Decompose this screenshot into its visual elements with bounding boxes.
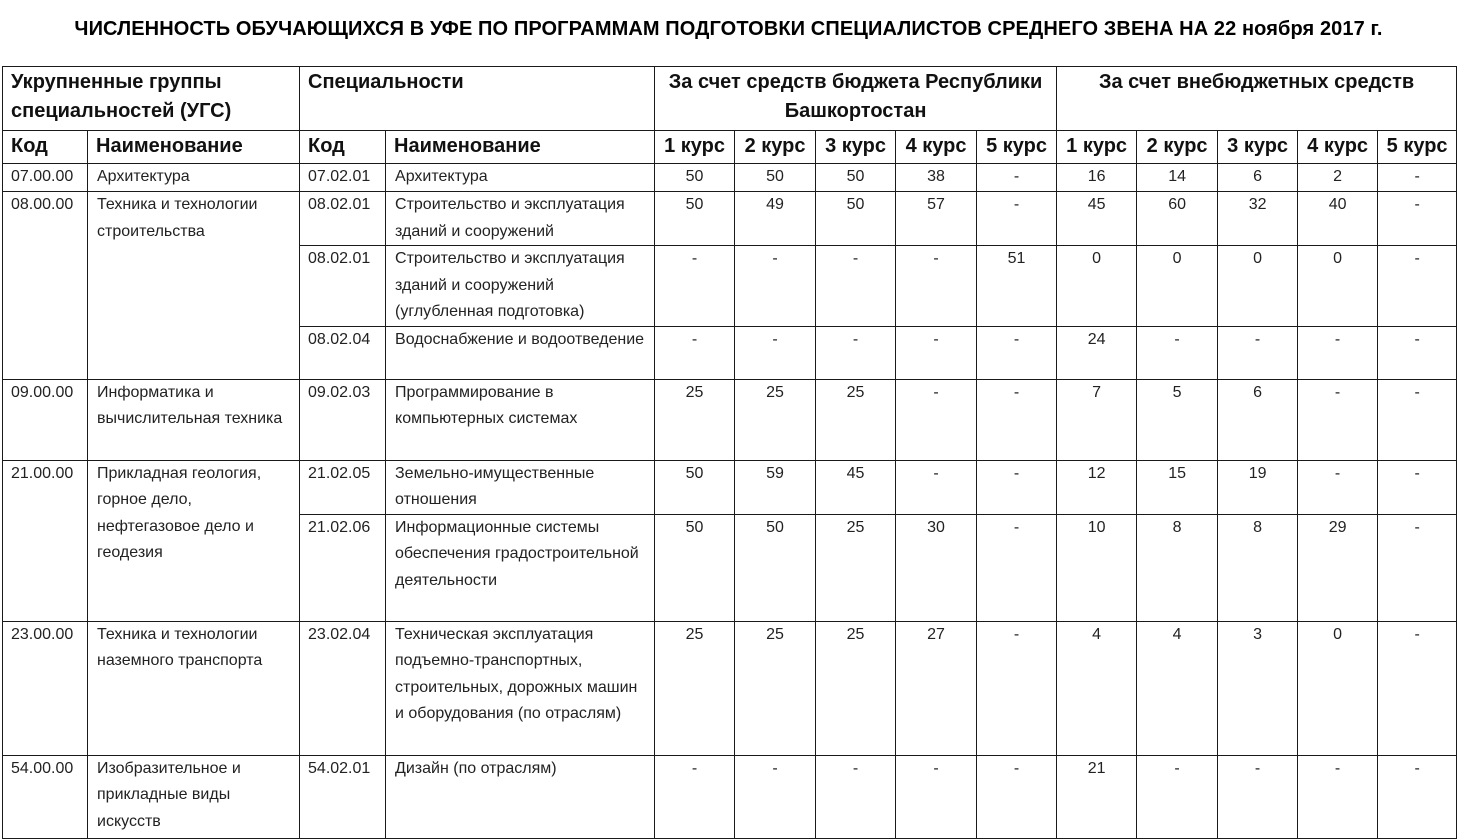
specialty-code-cell: 23.02.04	[300, 621, 386, 755]
budget-count-cell: 25	[655, 621, 735, 755]
budget-count-cell: 50	[735, 514, 816, 621]
extra-count-cell: 60	[1137, 192, 1218, 246]
specialty-code-cell: 07.02.01	[300, 164, 386, 192]
ugs-code-cell: 08.00.00	[3, 192, 88, 380]
extra-count-cell: -	[1378, 621, 1457, 755]
extra-count-cell: 4	[1137, 621, 1218, 755]
header-ugs-code: Код	[3, 131, 88, 164]
budget-count-cell: 49	[735, 192, 816, 246]
specialty-code-cell: 54.02.01	[300, 755, 386, 838]
header-budget-course: 3 курс	[816, 131, 896, 164]
budget-count-cell: 50	[655, 164, 735, 192]
budget-count-cell: -	[735, 755, 816, 838]
enrollment-table	[2, 66, 1457, 839]
budget-count-cell: -	[655, 755, 735, 838]
budget-count-cell: -	[896, 460, 977, 514]
specialty-name-cell: Водоснабжение и водоотведение	[386, 326, 655, 379]
header-spec-name: Наименование	[386, 131, 655, 164]
extra-count-cell: 3	[1218, 621, 1298, 755]
extra-count-cell: -	[1378, 460, 1457, 514]
header-budget-course: 5 курс	[977, 131, 1057, 164]
budget-count-cell: -	[816, 246, 896, 327]
budget-count-cell: -	[896, 246, 977, 327]
budget-count-cell: 25	[816, 379, 896, 460]
budget-count-cell: -	[977, 755, 1057, 838]
budget-count-cell: -	[896, 326, 977, 379]
budget-count-cell: -	[735, 246, 816, 327]
budget-count-cell: 38	[896, 164, 977, 192]
budget-count-cell: 57	[896, 192, 977, 246]
header-spec-code: Код	[300, 131, 386, 164]
header-extra-course: 3 курс	[1218, 131, 1298, 164]
table-row	[3, 164, 1457, 192]
header-specialties: Специальности	[300, 67, 655, 131]
budget-count-cell: -	[977, 164, 1057, 192]
budget-count-cell: -	[816, 326, 896, 379]
extra-count-cell: -	[1137, 326, 1218, 379]
specialty-code-cell: 08.02.04	[300, 326, 386, 379]
extra-count-cell: -	[1378, 246, 1457, 327]
budget-count-cell: -	[816, 755, 896, 838]
specialty-name-cell: Программирование в компьютерных системах	[386, 379, 655, 460]
budget-count-cell: 25	[735, 621, 816, 755]
budget-count-cell: -	[977, 460, 1057, 514]
budget-count-cell: -	[655, 246, 735, 327]
extra-count-cell: -	[1298, 379, 1378, 460]
ugs-code-cell: 09.00.00	[3, 379, 88, 460]
extra-count-cell: 8	[1218, 514, 1298, 621]
ugs-name-cell: Информатика и вычислительная техника	[88, 379, 300, 460]
ugs-name-cell: Архитектура	[88, 164, 300, 192]
extra-count-cell: 6	[1218, 164, 1298, 192]
specialty-name-cell: Информационные системы обеспечения градостроительной деятельности	[386, 514, 655, 621]
ugs-name-cell: Прикладная геология, горное дело, нефтегазовое дело и геодезия	[88, 460, 300, 621]
extra-count-cell: 0	[1137, 246, 1218, 327]
budget-count-cell: 50	[655, 460, 735, 514]
specialty-code-cell: 21.02.06	[300, 514, 386, 621]
page-title: ЧИСЛЕННОСТЬ ОБУЧАЮЩИХСЯ В УФЕ ПО ПРОГРАММАМ ПОДГОТОВКИ СПЕЦИАЛИСТОВ СРЕДНЕГО ЗВЕНА НА 22 ноября 2017 г.	[74, 18, 1383, 40]
budget-count-cell: 51	[977, 246, 1057, 327]
budget-count-cell: -	[977, 621, 1057, 755]
budget-count-cell: 25	[816, 621, 896, 755]
table-row	[3, 379, 1457, 460]
ugs-code-cell: 21.00.00	[3, 460, 88, 621]
extra-count-cell: 0	[1218, 246, 1298, 327]
budget-count-cell: 59	[735, 460, 816, 514]
specialty-name-cell: Дизайн (по отраслям)	[386, 755, 655, 838]
budget-count-cell: -	[977, 326, 1057, 379]
extra-count-cell: 0	[1057, 246, 1137, 327]
specialty-name-cell: Архитектура	[386, 164, 655, 192]
table-row	[3, 460, 1457, 514]
extra-count-cell: 7	[1057, 379, 1137, 460]
header-budget-course: 1 курс	[655, 131, 735, 164]
header-extra-budget: За счет внебюджетных средств	[1057, 67, 1457, 131]
extra-count-cell: 0	[1298, 621, 1378, 755]
budget-count-cell: 27	[896, 621, 977, 755]
budget-count-cell: 50	[655, 192, 735, 246]
extra-count-cell: -	[1218, 755, 1298, 838]
budget-count-cell: -	[735, 326, 816, 379]
budget-count-cell: 30	[896, 514, 977, 621]
extra-count-cell: -	[1378, 164, 1457, 192]
specialty-code-cell: 08.02.01	[300, 246, 386, 327]
ugs-code-cell: 23.00.00	[3, 621, 88, 755]
table-row	[3, 192, 1457, 246]
extra-count-cell: 6	[1218, 379, 1298, 460]
extra-count-cell: -	[1378, 755, 1457, 838]
extra-count-cell: -	[1137, 755, 1218, 838]
specialty-code-cell: 09.02.03	[300, 379, 386, 460]
budget-count-cell: 25	[735, 379, 816, 460]
extra-count-cell: 14	[1137, 164, 1218, 192]
extra-count-cell: 19	[1218, 460, 1298, 514]
budget-count-cell: 45	[816, 460, 896, 514]
specialty-name-cell: Техническая эксплуатация подъемно-транспортных, строительных, дорожных машин и оборудования (по отраслям)	[386, 621, 655, 755]
budget-count-cell: -	[655, 326, 735, 379]
extra-count-cell: 32	[1218, 192, 1298, 246]
extra-count-cell: -	[1298, 326, 1378, 379]
budget-count-cell: 50	[816, 164, 896, 192]
table-row	[3, 755, 1457, 838]
table-row	[3, 621, 1457, 755]
extra-count-cell: 15	[1137, 460, 1218, 514]
extra-count-cell: -	[1218, 326, 1298, 379]
extra-count-cell: -	[1298, 755, 1378, 838]
specialty-name-cell: Строительство и эксплуатация зданий и сооружений (углубленная подготовка)	[386, 246, 655, 327]
budget-count-cell: 50	[816, 192, 896, 246]
header-extra-course: 4 курс	[1298, 131, 1378, 164]
budget-count-cell: -	[896, 379, 977, 460]
extra-count-cell: 8	[1137, 514, 1218, 621]
budget-count-cell: 50	[735, 164, 816, 192]
extra-count-cell: 4	[1057, 621, 1137, 755]
header-budget-course: 4 курс	[896, 131, 977, 164]
ugs-code-cell: 54.00.00	[3, 755, 88, 838]
extra-count-cell: 16	[1057, 164, 1137, 192]
extra-count-cell: -	[1378, 326, 1457, 379]
extra-count-cell: 10	[1057, 514, 1137, 621]
ugs-name-cell: Изобразительное и прикладные виды искусств	[88, 755, 300, 838]
ugs-name-cell: Техника и технологии строительства	[88, 192, 300, 380]
budget-count-cell: -	[977, 379, 1057, 460]
ugs-name-cell: Техника и технологии наземного транспорта	[88, 621, 300, 755]
specialty-code-cell: 21.02.05	[300, 460, 386, 514]
extra-count-cell: 21	[1057, 755, 1137, 838]
extra-count-cell: -	[1378, 514, 1457, 621]
extra-count-cell: 2	[1298, 164, 1378, 192]
extra-count-cell: 0	[1298, 246, 1378, 327]
header-extra-course: 1 курс	[1057, 131, 1137, 164]
specialty-name-cell: Строительство и эксплуатация зданий и сооружений	[386, 192, 655, 246]
budget-count-cell: -	[896, 755, 977, 838]
extra-count-cell: 40	[1298, 192, 1378, 246]
extra-count-cell: 29	[1298, 514, 1378, 621]
header-budget: За счет средств бюджета Республики Башкортостан	[655, 67, 1057, 131]
extra-count-cell: -	[1378, 192, 1457, 246]
budget-count-cell: 25	[655, 379, 735, 460]
extra-count-cell: 12	[1057, 460, 1137, 514]
header-extra-course: 2 курс	[1137, 131, 1218, 164]
extra-count-cell: -	[1378, 379, 1457, 460]
budget-count-cell: 25	[816, 514, 896, 621]
ugs-code-cell: 07.00.00	[3, 164, 88, 192]
budget-count-cell: -	[977, 192, 1057, 246]
extra-count-cell: 45	[1057, 192, 1137, 246]
budget-count-cell: 50	[655, 514, 735, 621]
budget-count-cell: -	[977, 514, 1057, 621]
extra-count-cell: 5	[1137, 379, 1218, 460]
header-extra-course: 5 курс	[1378, 131, 1457, 164]
extra-count-cell: -	[1298, 460, 1378, 514]
header-ugs-name: Наименование	[88, 131, 300, 164]
specialty-name-cell: Земельно-имущественные отношения	[386, 460, 655, 514]
header-budget-course: 2 курс	[735, 131, 816, 164]
specialty-code-cell: 08.02.01	[300, 192, 386, 246]
extra-count-cell: 24	[1057, 326, 1137, 379]
header-ugs-group: Укрупненные группы специальностей (УГС)	[3, 67, 300, 131]
